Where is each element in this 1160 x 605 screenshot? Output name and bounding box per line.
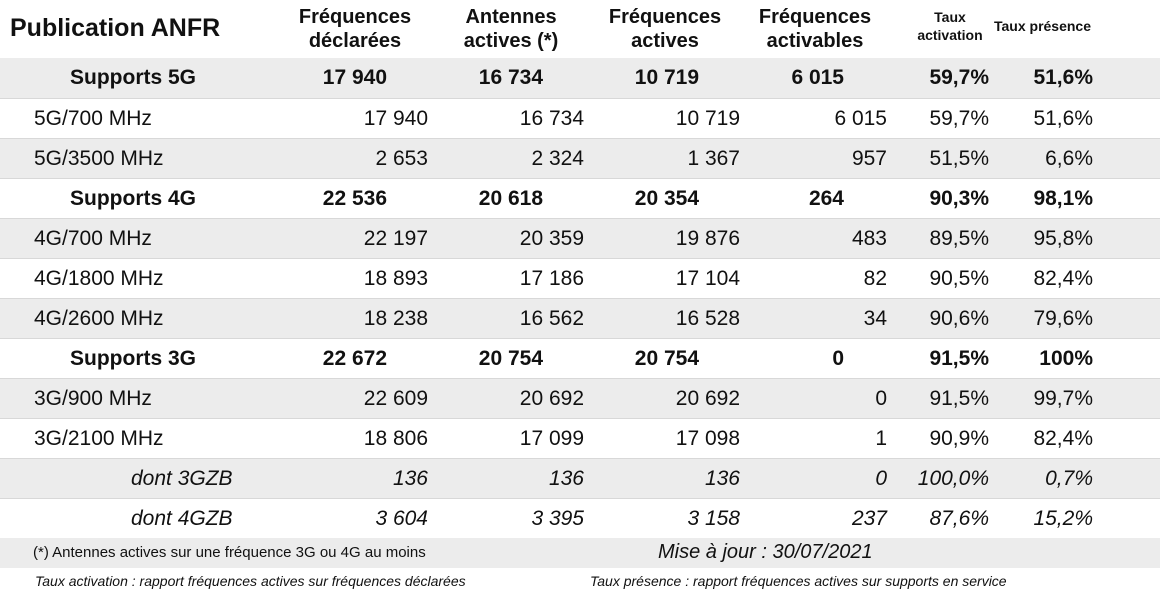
row-label: 5G/3500 MHz xyxy=(34,147,164,170)
cell-taux-activation: 100,0% xyxy=(917,467,989,490)
row-label: 5G/700 MHz xyxy=(34,107,152,130)
table-row xyxy=(0,458,1160,499)
cell-frequences-activables: 0 xyxy=(875,387,887,410)
cell-taux-presence: 82,4% xyxy=(1033,267,1093,290)
row-label: Supports 5G xyxy=(70,66,197,89)
cell-frequences-activables: 957 xyxy=(851,147,887,170)
col-header-frequences-actives: Fréquences actives xyxy=(608,6,722,52)
cell-frequences-declarees: 3 604 xyxy=(375,507,428,530)
cell-frequences-declarees: 2 653 xyxy=(375,147,428,170)
cell-antennes-actives: 16 562 xyxy=(519,307,584,330)
cell-taux-activation: 91,5% xyxy=(929,387,989,410)
cell-taux-activation: 90,3% xyxy=(929,187,989,210)
cell-frequences-declarees: 18 238 xyxy=(363,307,428,330)
cell-frequences-declarees: 22 609 xyxy=(363,387,428,410)
table-row xyxy=(0,338,1160,379)
definition-taux-activation: Taux activation : rapport fréquences actives sur fréquences déclarées xyxy=(35,573,466,589)
cell-frequences-actives: 10 719 xyxy=(634,66,699,89)
cell-taux-activation: 89,5% xyxy=(929,227,989,250)
cell-frequences-actives: 136 xyxy=(704,467,740,490)
cell-antennes-actives: 17 099 xyxy=(519,427,584,450)
page-title: Publication ANFR xyxy=(10,14,221,42)
cell-taux-activation: 59,7% xyxy=(929,107,989,130)
cell-frequences-activables: 34 xyxy=(863,307,887,330)
cell-antennes-actives: 16 734 xyxy=(519,107,584,130)
cell-taux-presence: 51,6% xyxy=(1033,107,1093,130)
cell-taux-presence: 82,4% xyxy=(1033,427,1093,450)
cell-frequences-declarees: 22 536 xyxy=(322,187,387,210)
table-row xyxy=(0,258,1160,299)
cell-frequences-activables: 0 xyxy=(875,467,887,490)
cell-antennes-actives: 136 xyxy=(548,467,584,490)
cell-frequences-declarees: 17 940 xyxy=(322,66,387,89)
row-label: Supports 3G xyxy=(70,347,197,370)
row-label: dont 3GZB xyxy=(131,467,233,490)
definition-taux-presence: Taux présence : rapport fréquences actives sur supports en service xyxy=(590,573,1007,589)
update-date: Mise à jour : 30/07/2021 xyxy=(658,541,873,563)
cell-frequences-actives: 16 528 xyxy=(675,307,740,330)
cell-frequences-declarees: 136 xyxy=(392,467,428,490)
row-label: 3G/900 MHz xyxy=(34,387,152,410)
cell-taux-presence: 98,1% xyxy=(1033,187,1093,210)
cell-taux-presence: 95,8% xyxy=(1033,227,1093,250)
cell-frequences-declarees: 22 672 xyxy=(322,347,387,370)
cell-antennes-actives: 20 692 xyxy=(519,387,584,410)
cell-frequences-actives: 3 158 xyxy=(687,507,740,530)
cell-taux-activation: 90,9% xyxy=(929,427,989,450)
table-row xyxy=(0,498,1160,539)
cell-taux-presence: 79,6% xyxy=(1033,307,1093,330)
footer-note-row xyxy=(0,538,1160,568)
cell-taux-activation: 90,6% xyxy=(929,307,989,330)
cell-frequences-activables: 237 xyxy=(851,507,887,530)
cell-frequences-actives: 20 754 xyxy=(634,347,699,370)
cell-frequences-activables: 82 xyxy=(863,267,887,290)
cell-frequences-activables: 6 015 xyxy=(834,107,887,130)
table-row xyxy=(0,58,1160,98)
col-header-taux-presence: Taux présence xyxy=(993,18,1091,34)
cell-taux-activation: 90,5% xyxy=(929,267,989,290)
table-header xyxy=(0,0,1160,58)
cell-frequences-declarees: 17 940 xyxy=(363,107,428,130)
table-row xyxy=(0,378,1160,419)
table-row xyxy=(0,178,1160,219)
row-label: 4G/2600 MHz xyxy=(34,307,164,330)
cell-antennes-actives: 20 754 xyxy=(478,347,543,370)
cell-frequences-actives: 17 104 xyxy=(675,267,740,290)
cell-taux-activation: 91,5% xyxy=(929,347,989,370)
cell-frequences-activables: 6 015 xyxy=(791,66,844,89)
row-label: 4G/700 MHz xyxy=(34,227,152,250)
table-row xyxy=(0,138,1160,179)
row-label: Supports 4G xyxy=(70,187,197,210)
footnote: (*) Antennes actives sur une fréquence 3G ou 4G au moins xyxy=(33,544,426,561)
col-header-frequences-activables: Fréquences activables xyxy=(758,6,872,52)
table-row xyxy=(0,98,1160,139)
cell-taux-presence: 6,6% xyxy=(1045,147,1093,170)
col-header-taux-activation: Taux activation xyxy=(917,9,983,43)
cell-taux-presence: 0,7% xyxy=(1045,467,1093,490)
cell-frequences-actives: 1 367 xyxy=(687,147,740,170)
cell-frequences-actives: 17 098 xyxy=(675,427,740,450)
cell-taux-activation: 51,5% xyxy=(929,147,989,170)
cell-frequences-declarees: 18 806 xyxy=(363,427,428,450)
row-label: 3G/2100 MHz xyxy=(34,427,164,450)
cell-frequences-actives: 20 692 xyxy=(675,387,740,410)
cell-frequences-actives: 20 354 xyxy=(634,187,699,210)
row-label: dont 4GZB xyxy=(131,507,233,530)
cell-frequences-actives: 19 876 xyxy=(675,227,740,250)
cell-taux-presence: 99,7% xyxy=(1033,387,1093,410)
cell-frequences-activables: 1 xyxy=(875,427,887,450)
cell-taux-presence: 15,2% xyxy=(1033,507,1093,530)
cell-frequences-activables: 0 xyxy=(832,347,844,370)
cell-antennes-actives: 3 395 xyxy=(531,507,584,530)
row-label: 4G/1800 MHz xyxy=(34,267,164,290)
cell-taux-presence: 51,6% xyxy=(1033,66,1093,89)
col-header-antennes-actives: Antennes actives (*) xyxy=(463,6,559,52)
col-header-frequences-declarees: Fréquences déclarées xyxy=(298,6,412,52)
cell-antennes-actives: 20 359 xyxy=(519,227,584,250)
cell-frequences-actives: 10 719 xyxy=(675,107,740,130)
table-row xyxy=(0,218,1160,259)
cell-frequences-activables: 483 xyxy=(851,227,887,250)
table-row xyxy=(0,418,1160,459)
cell-frequences-activables: 264 xyxy=(808,187,844,210)
table-row xyxy=(0,298,1160,339)
cell-frequences-declarees: 18 893 xyxy=(363,267,428,290)
cell-taux-activation: 87,6% xyxy=(929,507,989,530)
cell-antennes-actives: 16 734 xyxy=(478,66,543,89)
footer-definitions xyxy=(0,568,1160,596)
cell-antennes-actives: 17 186 xyxy=(519,267,584,290)
cell-taux-presence: 100% xyxy=(1039,347,1093,370)
cell-antennes-actives: 2 324 xyxy=(531,147,584,170)
cell-frequences-declarees: 22 197 xyxy=(363,227,428,250)
cell-antennes-actives: 20 618 xyxy=(478,187,543,210)
cell-taux-activation: 59,7% xyxy=(929,66,989,89)
